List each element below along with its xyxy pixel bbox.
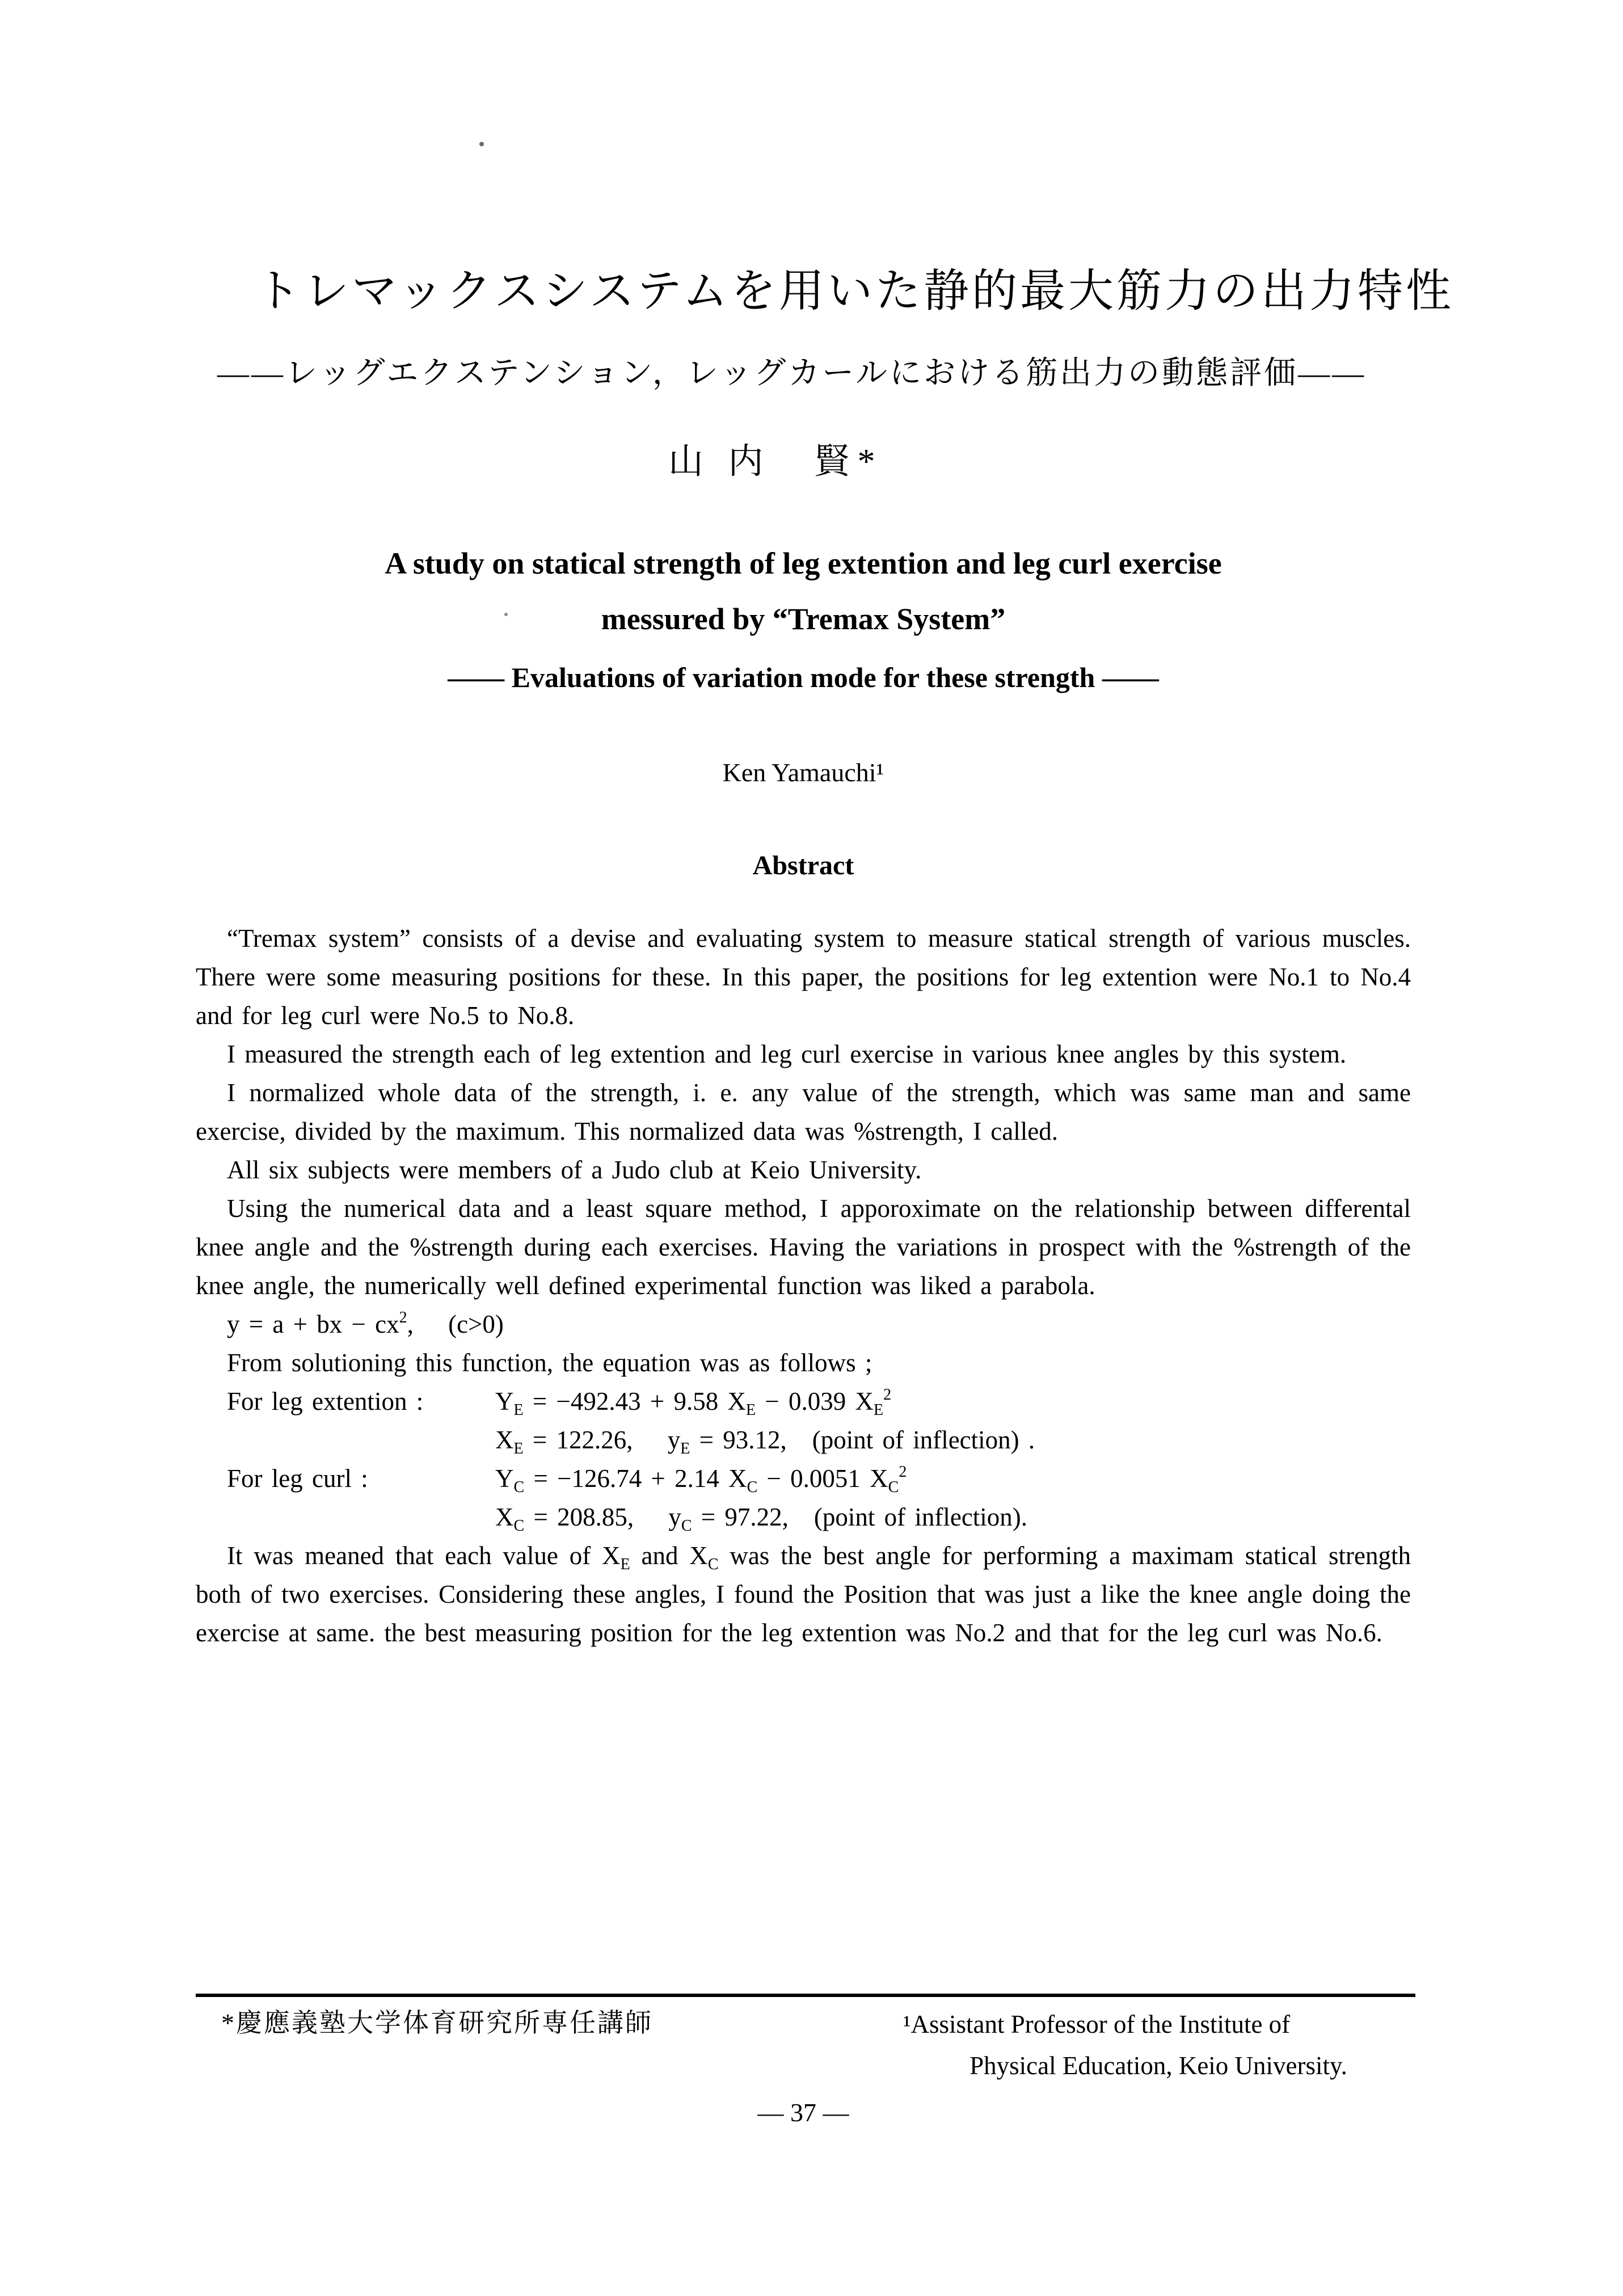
footnote-japanese: *慶應義塾大学体育研究所専任講師 bbox=[221, 2008, 653, 2037]
equation-row-leg-extention-inflection bbox=[196, 1421, 1411, 1459]
scan-artifact-dot bbox=[479, 142, 484, 146]
equation-parabola: y = a + bx − $cx^2$, (c>0) bbox=[227, 1309, 504, 1338]
abstract-paragraph-5: Using the numerical data and a least square method, I apporoximate on the relationship between differental knee angle and the %strength during each exercises. Having the variations in prospect with the %strength of the knee angle, the numerically well defined experimental function was liked a parabola. bbox=[196, 1194, 1411, 1300]
footnote-english-line2: Physical Education, Keio University. bbox=[969, 2051, 1347, 2080]
abstract-paragraph-1: “Tremax system” consists of a devise and evaluating system to measure statical strength of various muscles. There were some measuring positions for these. In this paper, the positions for leg extention were No.1 to No.4 and for leg curl were No.5 to No.8. bbox=[196, 924, 1411, 1030]
subtitle-japanese: ――レッグエクステンション，レッグカールにおける筋出力の動態評価―― bbox=[217, 356, 1367, 391]
author-japanese: 山 内 賢* bbox=[668, 443, 883, 481]
abstract-paragraph-4: All six subjects were members of a Judo club at Keio University. bbox=[227, 1156, 922, 1184]
abstract-paragraph-2: I measured the strength each of leg extention and leg curl exercise in various knee angles by this system. bbox=[227, 1040, 1347, 1068]
equation-row-leg-extention bbox=[196, 1382, 1411, 1421]
abstract-body bbox=[196, 919, 1411, 1652]
equation-solution-intro: From solutioning this function, the equation was as follows ; bbox=[227, 1349, 872, 1377]
equation-formula: $X_E = 122.26$, $y_E = 93.12$, (point of inflection) . bbox=[495, 1426, 1035, 1457]
abstract-paragraph-3: I normalized whole data of the strength, i. e. any value of the strength, which was same man and same exercise, divided by the maximum. This normalized data was %strength, I called. bbox=[196, 1079, 1411, 1145]
page-number: ― 37 ― bbox=[757, 2098, 849, 2127]
equation-label: For leg extention : bbox=[227, 1387, 424, 1415]
equation-row-leg-curl-inflection bbox=[196, 1498, 1411, 1536]
equation-formula: $Y_C = -126.74 + 2.14$ $X_C - 0.0051$ $X_C^2$ bbox=[495, 1463, 907, 1496]
equation-formula: $X_C = 208.85$, $y_C = 97.22$, (point of inflection). bbox=[495, 1503, 1028, 1535]
abstract-paragraph-6: It was meaned that each value of $X_E$ and $X_C$ was the best angle for performing a maximam statical strength both of two exercises. Considering these angles, I found the Position that was just a like the knee angle doing the exercise at same. the best measuring position for the leg extention was No.2 and that for the leg curl was No.6. bbox=[196, 1541, 1411, 1647]
equation-formula: $Y_E = -492.43 + 9.58$ $X_E - 0.039$ $X_E^2$ bbox=[495, 1386, 892, 1419]
footnote-english-line1: ¹Assistant Professor of the Institute of bbox=[903, 2010, 1291, 2038]
title-english-line2: messured by “Tremax System” bbox=[601, 602, 1006, 636]
equation-row-leg-curl bbox=[196, 1459, 1411, 1498]
equation-label: For leg curl : bbox=[227, 1464, 368, 1493]
footnote-english bbox=[903, 2004, 1414, 2087]
title-english-line1: A study on statical strength of leg extention and leg curl exercise bbox=[385, 546, 1222, 580]
abstract-heading: Abstract bbox=[752, 850, 854, 881]
title-japanese: トレマックスシステムを用いた静的最大筋力の出力特性 bbox=[255, 267, 1454, 317]
author-english: Ken Yamauchi¹ bbox=[722, 758, 884, 787]
footnote-divider-rule bbox=[196, 1994, 1415, 1997]
subtitle-english: ―― Evaluations of variation mode for these strength ―― bbox=[448, 662, 1159, 693]
